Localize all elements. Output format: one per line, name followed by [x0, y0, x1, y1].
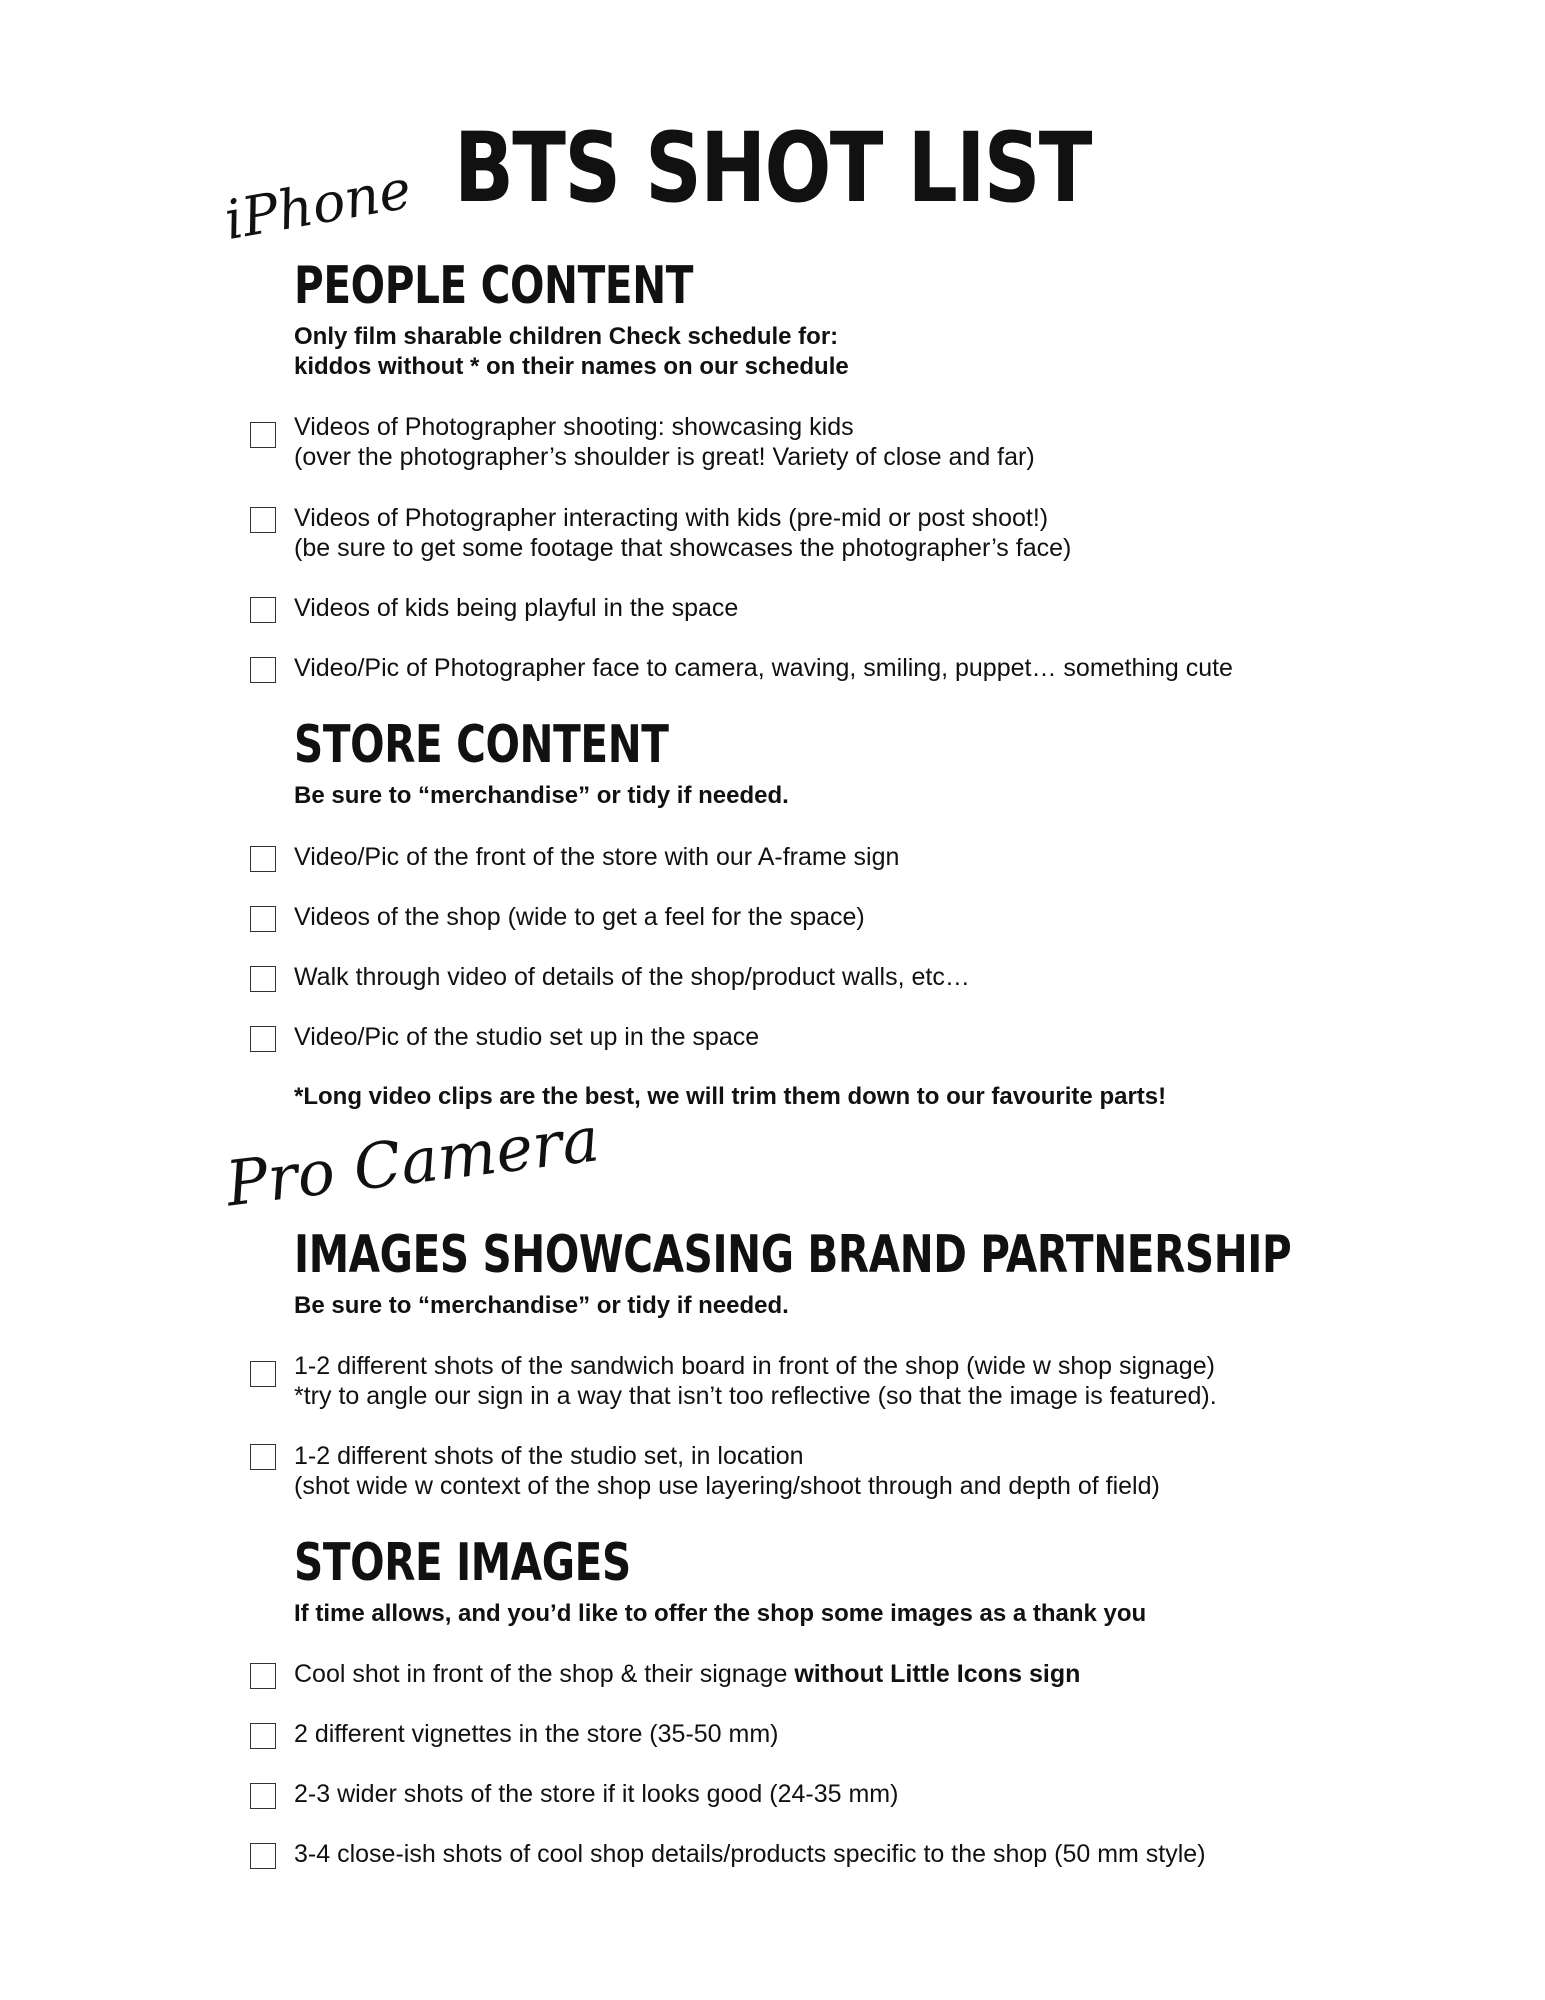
store-images-note: If time allows, and you’d like to offer the shop some images as a thank you: [294, 1600, 1147, 1627]
store-content-footer: *Long video clips are the best, we will trim them down to our favourite parts!: [294, 1083, 1167, 1110]
checkbox[interactable]: [250, 1663, 276, 1689]
checkbox[interactable]: [250, 1843, 276, 1869]
page-title: BTS SHOT LIST: [453, 112, 1091, 224]
brand-note: Be sure to “merchandise” or tidy if needed.: [294, 1292, 789, 1319]
pro-camera-script-label: Pro Camera: [222, 1102, 603, 1221]
people-note-line2: kiddos without * on their names on our schedule: [294, 353, 849, 380]
store-content-heading: STORE CONTENT: [294, 715, 669, 775]
people-content-heading: PEOPLE CONTENT: [294, 256, 694, 316]
checkbox[interactable]: [250, 507, 276, 533]
checkbox[interactable]: [250, 846, 276, 872]
checkbox[interactable]: [250, 906, 276, 932]
checkbox[interactable]: [250, 966, 276, 992]
checkbox[interactable]: [250, 1361, 276, 1387]
iphone-script-label: iPhone: [220, 157, 416, 253]
checkbox[interactable]: [250, 657, 276, 683]
people-note-line1: Only film sharable children Check schedule for:: [294, 323, 839, 350]
checkbox[interactable]: [250, 1444, 276, 1470]
store-content-note: Be sure to “merchandise” or tidy if needed.: [294, 782, 789, 809]
checkbox[interactable]: [250, 1026, 276, 1052]
brand-partnership-heading: IMAGES SHOWCASING BRAND PARTNERSHIP: [294, 1225, 1292, 1285]
checkbox[interactable]: [250, 422, 276, 448]
checkbox[interactable]: [250, 1723, 276, 1749]
checkbox[interactable]: [250, 597, 276, 623]
store-images-heading: STORE IMAGES: [294, 1533, 631, 1593]
checkbox[interactable]: [250, 1783, 276, 1809]
